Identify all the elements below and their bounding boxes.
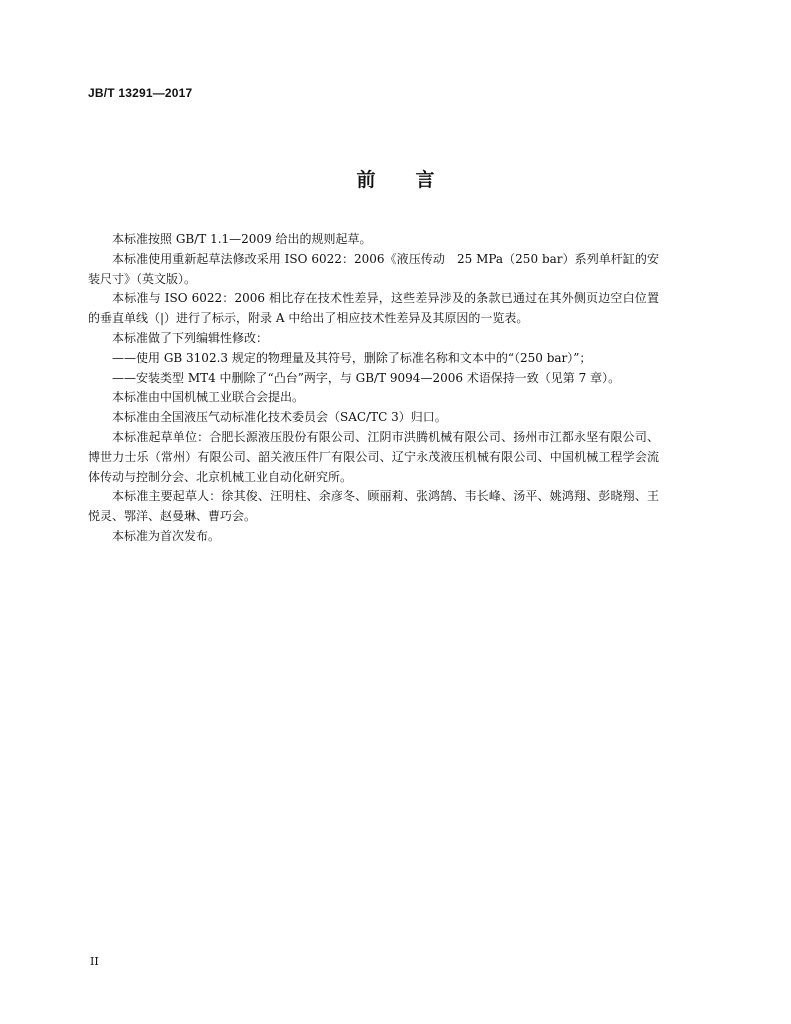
paragraph-proposed-by: 本标准由中国机械工业联合会提出。 <box>112 390 305 405</box>
foreword-body <box>88 230 659 547</box>
paragraph-adoption-method: 本标准使用重新起草法修改采用 ISO 6022：2006《液压传动 25 MPa（250 bar）系列单杆缸的安装尺寸》（英文版）。 <box>88 251 659 286</box>
paragraph-drafting-organizations: 本标准起草单位：合肥长源液压股份有限公司、江阴市洪腾机械有限公司、扬州市江都永坚有限公司、博世力士乐（常州）有限公司、韶关液压件厂有限公司、辽宁永茂液压机械有限公司、中国机械工程学会流体传动与控制分会、北京机械工业自动化研究所。 <box>88 429 659 484</box>
paragraph-first-release: 本标准为首次发布。 <box>112 528 221 543</box>
document-code-prefix: JB/T <box>88 86 115 100</box>
document-code-number: 13291—2017 <box>114 86 193 100</box>
paragraph-principal-drafters: 本标准主要起草人：徐其俊、汪明柱、余彦冬、顾丽莉、张鸿鹄、韦长峰、汤平、姚鸿翔、彭晓翔、王悦灵、鄂洋、赵曼琳、曹巧会。 <box>88 489 659 524</box>
paragraph-drafting-rules: 本标准按照 GB/T 1.1—2009 给出的规则起草。 <box>112 232 372 246</box>
list-item-editorial-change: ——使用 GB 3102.3 规定的物理量及其符号，删除了标准名称和文本中的“（250 bar）”； <box>112 350 592 365</box>
list-item-editorial-change: ——安装类型 MT4 中删除了“凸台”两字，与 GB/T 9094—2006 术语保持一致（见第 7 章）。 <box>112 370 621 385</box>
page-number: II <box>90 955 99 968</box>
paragraph-editorial-changes: 本标准做了下列编辑性修改： <box>112 330 269 345</box>
paragraph-centralized-by: 本标准由全国液压气动标准化技术委员会（SAC/TC 3）归口。 <box>112 410 447 425</box>
paragraph-technical-differences: 本标准与 ISO 6022：2006 相比存在技术性差异，这些差异涉及的条款已通过在其外侧页边空白位置的垂直单线（|）进行了标示，附录 A 中给出了相应技术性差异及其原因的一览表。 <box>88 291 659 326</box>
document-code <box>88 86 192 100</box>
page-title: 前言 <box>356 169 475 191</box>
